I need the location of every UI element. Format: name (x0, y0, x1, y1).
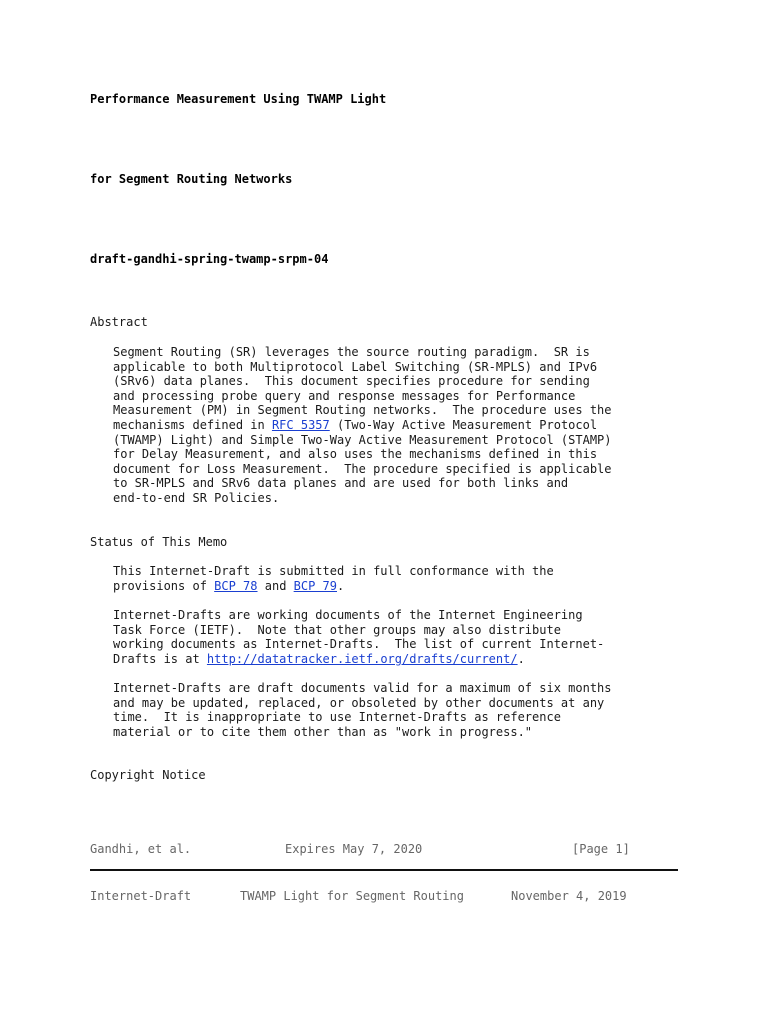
abstract-line: to SR-MPLS and SRv6 data planes and are used for both links and (113, 476, 569, 491)
abstract-line (113, 418, 612, 433)
status-line: and may be updated, replaced, or obsoleted by other documents at any (113, 695, 605, 710)
status-line: Internet-Drafts are draft documents valid for a maximum of six months (113, 681, 612, 695)
rfc-5357-link[interactable]: RFC 5357 (271, 417, 330, 432)
bcp-78-link[interactable]: BCP 78 (214, 578, 258, 593)
title-line-1: Performance Measurement Using TWAMP Light (90, 92, 387, 106)
status-line: This Internet-Draft is submitted in full conformance with the (113, 564, 554, 578)
footer-page-number: [Page 1] (572, 842, 630, 856)
bcp-79-link[interactable]: BCP 79 (293, 578, 337, 593)
page-break-divider (90, 869, 678, 871)
status-line-text: provisions of (113, 578, 215, 593)
abstract-line: end-to-end SR Policies. (113, 490, 280, 505)
status-line-text: . (337, 578, 345, 593)
status-line: Internet-Drafts are working documents of the Internet Engineering (113, 608, 583, 622)
abstract-line: (TWAMP) Light) and Simple Two-Way Active Measurement Protocol (STAMP) (113, 432, 612, 447)
header-date: November 4, 2019 (511, 889, 627, 903)
status-line: time. It is inappropriate to use Internet-Drafts as reference (113, 710, 561, 725)
abstract-line: Segment Routing (SR) leverages the source routing paradigm. SR is (113, 345, 590, 359)
header-doc-type: Internet-Draft (90, 889, 192, 903)
abstract-paragraph (113, 345, 612, 506)
status-line (113, 579, 554, 594)
datatracker-link[interactable]: http://datatracker.ietf.org/drafts/current/ (206, 651, 518, 666)
status-line-text: Drafts is at (113, 651, 207, 666)
abstract-line: applicable to both Multiprotocol Label Switching (SR-MPLS) and IPv6 (113, 359, 598, 374)
status-paragraph-3 (113, 681, 612, 739)
status-line-text: and (257, 578, 294, 593)
status-line: material or to cite them other than as "work in progress." (113, 724, 533, 739)
footer-expires: Expires May 7, 2020 (285, 842, 423, 856)
abstract-line: and processing probe query and response messages for Performance (113, 388, 576, 403)
abstract-line: document for Loss Measurement. The procedure specified is applicable (113, 461, 612, 476)
copyright-heading: Copyright Notice (90, 768, 206, 782)
draft-name: draft-gandhi-spring-twamp-srpm-04 (90, 252, 329, 266)
abstract-line: Measurement (PM) in Segment Routing networks. The procedure uses the (113, 403, 612, 418)
status-line-text: . (517, 651, 525, 666)
status-heading: Status of This Memo (90, 535, 228, 549)
status-line (113, 652, 604, 667)
abstract-heading: Abstract (90, 315, 148, 329)
status-paragraph-1 (113, 564, 554, 593)
abstract-line-text: mechanisms defined in (113, 417, 272, 432)
title-line-2: for Segment Routing Networks (90, 172, 293, 186)
status-paragraph-2 (113, 608, 604, 666)
status-line: working documents as Internet-Drafts. The list of current Internet- (113, 637, 605, 652)
footer-authors: Gandhi, et al. (90, 842, 192, 856)
status-line: Task Force (IETF). Note that other groups may also distribute (113, 622, 561, 637)
abstract-line-text: (Two-Way Active Measurement Protocol (329, 417, 598, 432)
abstract-line: for Delay Measurement, and also uses the mechanisms defined in this (113, 447, 598, 462)
header-short-title: TWAMP Light for Segment Routing (240, 889, 464, 903)
abstract-line: (SRv6) data planes. This document specifies procedure for sending (113, 374, 590, 389)
